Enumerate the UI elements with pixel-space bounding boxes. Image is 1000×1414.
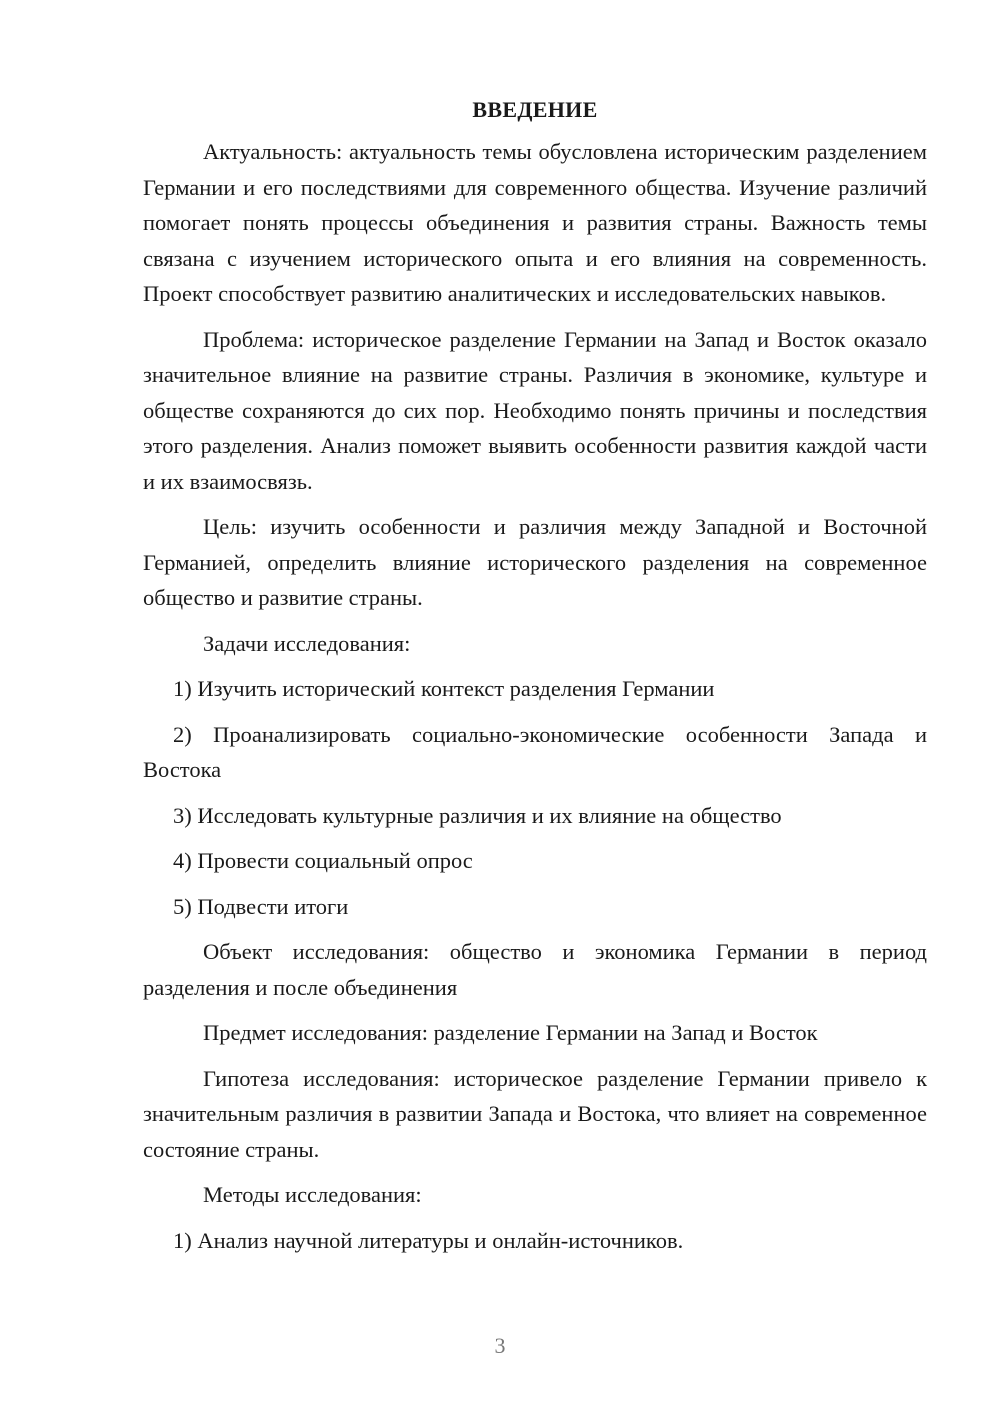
tasks-title: Задачи исследования:	[203, 630, 411, 656]
goal-paragraph: Цель: изучить особенности и различия между Западной и Восточной Германией, определить влияние исторического разделения на современное общество и развитие страны.	[143, 514, 927, 610]
hypothesis-paragraph: Гипотеза исследования: историческое разделение Германии привело к значительным различия в развитии Запада и Востока, что влияет на современное состояние страны.	[143, 1065, 927, 1162]
task-item-1: 1) Изучить исторический контекст разделения Германии	[173, 676, 715, 701]
task-item-2: 2) Проанализировать социально-экономические особенности Запада и Востока	[143, 721, 927, 782]
task-item-5: 5) Подвести итоги	[173, 893, 349, 919]
methods-title: Методы исследования:	[203, 1182, 422, 1207]
object-paragraph: Объект исследования: общество и экономика Германии в период разделения и после объединения	[143, 939, 927, 1000]
subject-paragraph: Предмет исследования: разделение Германии на Запад и Восток	[203, 1020, 818, 1045]
task-item-3: 3) Исследовать культурные различия и их влияние на общество	[173, 802, 782, 828]
section-heading: ВВЕДЕНИЕ	[472, 97, 598, 122]
page-number: 3	[494, 1333, 506, 1358]
document-page	[143, 92, 927, 1268]
problem-paragraph: Проблема: историческое разделение Германии на Запад и Восток оказало значительное влияние на развитие страны. Различия в экономике, культуре и обществе сохраняются до сих пор. Необходимо понять причины и последствия этого разделения. Анализ поможет выявить особенности развития каждой части и их взаимосвязь.	[143, 326, 927, 494]
task-item-4: 4) Провести социальный опрос	[173, 848, 473, 873]
relevance-paragraph: Актуальность: актуальность темы обусловлена историческим разделением Германии и его последствиями для современного общества. Изучение различий помогает понять процессы объединения и развития страны. Важность темы связана с изучением исторического опыта и его влияния на современность. Проект способствует развитию аналитических и исследовательских навыков.	[143, 139, 927, 306]
method-item-1: 1) Анализ научной литературы и онлайн-источников.	[173, 1227, 684, 1253]
